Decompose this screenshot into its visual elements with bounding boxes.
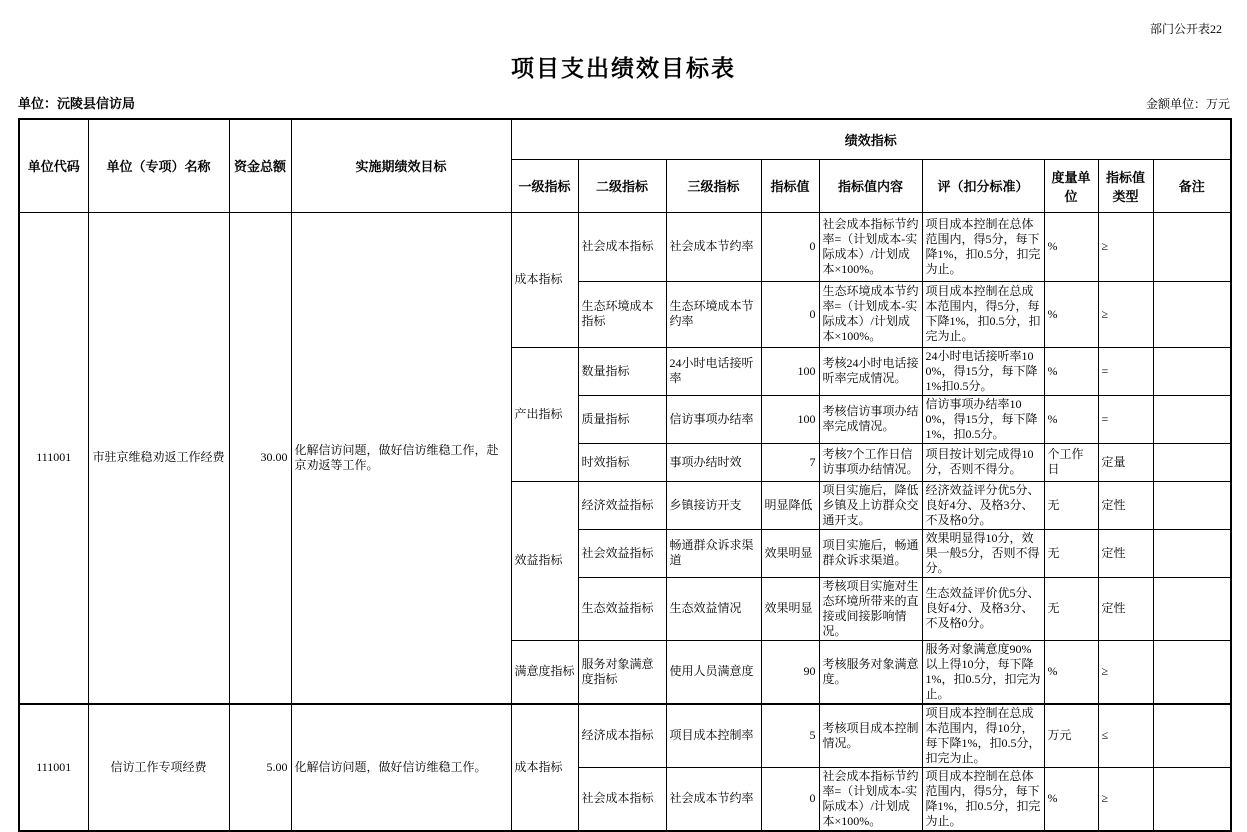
cell-value-type: 定性 xyxy=(1098,481,1153,529)
cell-project-name: 信访工作专项经费 xyxy=(88,704,229,831)
cell-value: 0 xyxy=(761,767,819,831)
form-number-label: 部门公开表22 xyxy=(1149,22,1222,36)
cell-scoring: 生态效益评价优5分、良好4分、及格3分、不及格0分。 xyxy=(922,577,1044,640)
amount-unit-label: 金额单位：万元 xyxy=(1145,97,1230,111)
header-row-1 xyxy=(19,119,1231,159)
cell-level2: 生态环境成本指标 xyxy=(578,281,666,347)
cell-scoring: 效果明显得10分，效果一般5分，否则不得分。 xyxy=(922,529,1044,577)
cell-remark xyxy=(1153,767,1231,831)
cell-value-type: ≥ xyxy=(1098,640,1153,704)
cell-value-type: ≥ xyxy=(1098,212,1153,281)
cell-value-content: 项目实施后，畅通群众诉求渠道。 xyxy=(819,529,922,577)
cell-value-content: 社会成本指标节约率=（计划成本-实际成本）/计划成本×100%。 xyxy=(819,212,922,281)
col-header-unit-name: 单位（专项）名称 xyxy=(88,119,229,212)
cell-value-content: 考核项目实施对生态环境所带来的直接或间接影响情况。 xyxy=(819,577,922,640)
meta-row xyxy=(18,93,1230,112)
cell-level2: 时效指标 xyxy=(578,443,666,481)
cell-remark xyxy=(1153,704,1231,768)
cell-measure-unit: 万元 xyxy=(1044,704,1098,768)
cell-value-content: 项目实施后，降低乡镇及上访群众交通开支。 xyxy=(819,481,922,529)
cell-scoring: 24小时电话接听率100%，得15分，每下降1%扣0.5分。 xyxy=(922,347,1044,395)
cell-unit-code: 111001 xyxy=(19,212,88,704)
cell-scoring: 项目成本控制在总成本范围内，得10分，每下降1%，扣0.5分，扣完为止。 xyxy=(922,704,1044,768)
table-row xyxy=(19,704,1231,768)
cell-level2: 服务对象满意度指标 xyxy=(578,640,666,704)
cell-measure-unit: % xyxy=(1044,281,1098,347)
cell-level2: 生态效益指标 xyxy=(578,577,666,640)
cell-level2: 社会成本指标 xyxy=(578,767,666,831)
cell-level1: 满意度指标 xyxy=(511,640,578,704)
cell-value-type: ≤ xyxy=(1098,704,1153,768)
cell-level2: 质量指标 xyxy=(578,395,666,443)
cell-remark xyxy=(1153,577,1231,640)
cell-value-type: 定性 xyxy=(1098,577,1153,640)
cell-remark xyxy=(1153,347,1231,395)
cell-value: 100 xyxy=(761,395,819,443)
cell-level3: 使用人员满意度 xyxy=(666,640,761,704)
cell-value: 明显降低 xyxy=(761,481,819,529)
cell-value-type: ≥ xyxy=(1098,281,1153,347)
cell-total-fund: 30.00 xyxy=(229,212,291,704)
cell-value: 100 xyxy=(761,347,819,395)
cell-measure-unit: % xyxy=(1044,640,1098,704)
col-header-value-type: 指标值类型 xyxy=(1098,159,1153,212)
cell-level1: 成本指标 xyxy=(511,212,578,347)
page-title: 项目支出绩效目标表 xyxy=(511,55,736,81)
cell-remark xyxy=(1153,443,1231,481)
cell-value-type: 定性 xyxy=(1098,529,1153,577)
cell-level3: 事项办结时效 xyxy=(666,443,761,481)
col-header-level2: 二级指标 xyxy=(578,159,666,212)
cell-value-content: 考核24小时电话接听率完成情况。 xyxy=(819,347,922,395)
table-row xyxy=(19,212,1231,281)
cell-value-type: 定量 xyxy=(1098,443,1153,481)
cell-value-content: 考核项目成本控制情况。 xyxy=(819,704,922,768)
cell-remark xyxy=(1153,281,1231,347)
cell-period-goal: 化解信访问题，做好信访维稳工作，赴京劝返等工作。 xyxy=(291,212,511,704)
cell-value: 90 xyxy=(761,640,819,704)
cell-value-type: = xyxy=(1098,347,1153,395)
cell-level3: 社会成本节约率 xyxy=(666,767,761,831)
cell-measure-unit: 无 xyxy=(1044,577,1098,640)
cell-level3: 生态环境成本节约率 xyxy=(666,281,761,347)
cell-scoring: 项目成本控制在总成本范围内，得5分，每下降1%，扣0.5分，扣完为止。 xyxy=(922,281,1044,347)
cell-value: 效果明显 xyxy=(761,529,819,577)
col-header-value-content: 指标值内容 xyxy=(819,159,922,212)
cell-level1: 成本指标 xyxy=(511,704,578,831)
cell-value: 0 xyxy=(761,281,819,347)
cell-scoring: 项目按计划完成得10分，否则不得分。 xyxy=(922,443,1044,481)
cell-value-content: 社会成本指标节约率=（计划成本-实际成本）/计划成本×100%。 xyxy=(819,767,922,831)
cell-scoring: 服务对象满意度90%以上得10分，每下降1%，扣0.5分，扣完为止。 xyxy=(922,640,1044,704)
cell-level3: 信访事项办结率 xyxy=(666,395,761,443)
cell-level2: 经济效益指标 xyxy=(578,481,666,529)
cell-measure-unit: 无 xyxy=(1044,481,1098,529)
cell-scoring: 经济效益评分优5分、良好4分、及格3分、不及格0分。 xyxy=(922,481,1044,529)
cell-level3: 乡镇接访开支 xyxy=(666,481,761,529)
cell-level1: 效益指标 xyxy=(511,481,578,640)
col-header-total-fund: 资金总额 xyxy=(229,119,291,212)
cell-total-fund: 5.00 xyxy=(229,704,291,831)
col-header-measure-unit: 度量单位 xyxy=(1044,159,1098,212)
cell-measure-unit: 无 xyxy=(1044,529,1098,577)
cell-remark xyxy=(1153,640,1231,704)
col-header-period-goal: 实施期绩效目标 xyxy=(291,119,511,212)
cell-scoring: 项目成本控制在总体范围内，得5分，每下降1%，扣0.5分，扣完为止。 xyxy=(922,212,1044,281)
cell-measure-unit: % xyxy=(1044,767,1098,831)
cell-value: 7 xyxy=(761,443,819,481)
cell-project-name: 市驻京维稳劝返工作经费 xyxy=(88,212,229,704)
cell-level3: 24小时电话接听率 xyxy=(666,347,761,395)
cell-value-type: ≥ xyxy=(1098,767,1153,831)
cell-level3: 社会成本节约率 xyxy=(666,212,761,281)
cell-remark xyxy=(1153,481,1231,529)
col-header-level3: 三级指标 xyxy=(666,159,761,212)
col-header-level1: 一级指标 xyxy=(511,159,578,212)
col-header-unit-code: 单位代码 xyxy=(19,119,88,212)
cell-unit-code: 111001 xyxy=(19,704,88,831)
cell-level3: 项目成本控制率 xyxy=(666,704,761,768)
cell-level2: 社会效益指标 xyxy=(578,529,666,577)
cell-level1: 产出指标 xyxy=(511,347,578,481)
cell-measure-unit: 个工作日 xyxy=(1044,443,1098,481)
cell-level3: 生态效益情况 xyxy=(666,577,761,640)
cell-scoring: 信访事项办结率100%，得15分，每下降1%，扣0.5分。 xyxy=(922,395,1044,443)
cell-scoring: 项目成本控制在总体范围内，得5分，每下降1%，扣0.5分，扣完为止。 xyxy=(922,767,1044,831)
col-header-value: 指标值 xyxy=(761,159,819,212)
col-header-remark: 备注 xyxy=(1153,159,1231,212)
cell-measure-unit: % xyxy=(1044,212,1098,281)
cell-value-content: 考核7个工作日信访事项办结情况。 xyxy=(819,443,922,481)
cell-measure-unit: % xyxy=(1044,395,1098,443)
cell-value-content: 生态环境成本节约率=（计划成本-实际成本）/计划成本×100%。 xyxy=(819,281,922,347)
cell-value: 0 xyxy=(761,212,819,281)
cell-value: 效果明显 xyxy=(761,577,819,640)
cell-value-content: 考核服务对象满意度。 xyxy=(819,640,922,704)
performance-target-table xyxy=(18,118,1232,832)
cell-value: 5 xyxy=(761,704,819,768)
cell-remark xyxy=(1153,212,1231,281)
cell-remark xyxy=(1153,395,1231,443)
cell-measure-unit: % xyxy=(1044,347,1098,395)
unit-label: 单位：沅陵县信访局 xyxy=(18,96,136,111)
cell-value-type: = xyxy=(1098,395,1153,443)
cell-level2: 数量指标 xyxy=(578,347,666,395)
cell-value-content: 考核信访事项办结率完成情况。 xyxy=(819,395,922,443)
cell-level2: 社会成本指标 xyxy=(578,212,666,281)
cell-period-goal: 化解信访问题，做好信访维稳工作。 xyxy=(291,704,511,831)
cell-level2: 经济成本指标 xyxy=(578,704,666,768)
col-header-scoring: 评（扣分标准） xyxy=(922,159,1044,212)
col-header-performance-group: 绩效指标 xyxy=(511,119,1231,159)
cell-remark xyxy=(1153,529,1231,577)
cell-level3: 畅通群众诉求渠道 xyxy=(666,529,761,577)
